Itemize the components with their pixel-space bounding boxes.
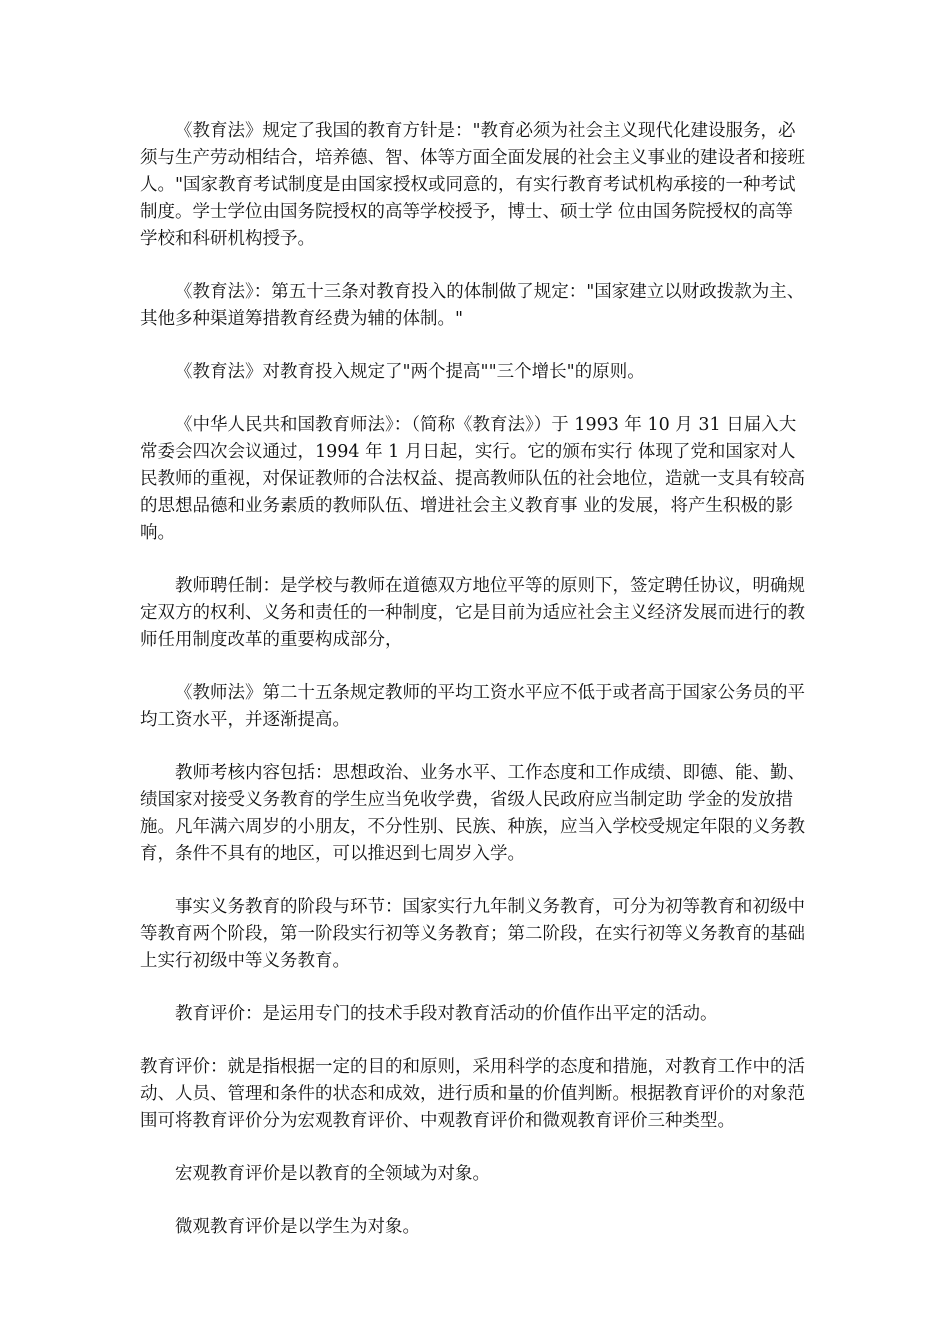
paragraph-education-evaluation-types: 教育评价：就是指根据一定的目的和原则，采用科学的态度和措施，对教育工作中的活动、人员、管理和条件的状态和成效，进行质和量的价值判断。根据教育评价的对象范围可将教育评价分为宏观教育评价、中观教育评价和微观教育评价三种类型。 xyxy=(140,1057,805,1131)
paragraph-investment-principles: 《教育法》对教育投入规定了"两个提高""三个增长"的原则。 xyxy=(175,362,645,382)
paragraph-compulsory-education-stages: 事实义务教育的阶段与环节：国家实行九年制义务教育，可分为初等教育和初级中等教育两个阶段，第一阶段实行初等义务教育；第二阶段，在实行初等义务教育的基础上实行初级中等义务教育。 xyxy=(140,897,805,971)
paragraph-teacher-appointment: 教师聘任制：是学校与教师在道德双方地位平等的原则下，签定聘任协议，明确规定双方的权利、义务和责任的一种制度，它是目前为适应社会主义经济发展而进行的教师任用制度改革的重要构成部分， xyxy=(140,576,805,650)
paragraph-micro-evaluation: 微观教育评价是以学生为对象。 xyxy=(175,1217,420,1237)
paragraph-education-investment-system: 《教育法》：第五十三条对教育投入的体制做了规定："国家建立以财政拨款为主、其他多种渠道筹措教育经费为辅的体制。" xyxy=(140,282,805,329)
paragraph-macro-evaluation: 宏观教育评价是以教育的全领域为对象。 xyxy=(175,1164,490,1184)
paragraph-education-law-policy: 《教育法》规定了我国的教育方针是："教育必须为社会主义现代化建设服务，必须与生产劳动相结合，培养德、智、体等方面全面发展的社会主义事业的建设者和接班人。"国家教育考试制度是由国家授权或同意的，有实行教育考试机构承接的一种考试制度。学士学位由国务院授权的高等学校授予，博士、硕士学 位由国务院授权的高等学校和科研机构授予。 xyxy=(140,121,805,249)
paragraph-teachers-law: 《中华人民共和国教育师法》：（简称《教育法》）于 1993 年 10 月 31 日届入大常委会四次会议通过，1994 年 1 月日起，实行。它的颁布实行 体现了党和国家对人民教师的重视，对保证教师的合法权益、提高教师队伍的社会地位，造就一支具有较高的思想品德和业务素质的教师队伍、增进社会主义教育事 业的发展，将产生积极的影响。 xyxy=(140,415,805,543)
paragraph-teacher-salary: 《教师法》第二十五条规定教师的平均工资水平应不低于或者高于国家公务员的平均工资水平，并逐渐提高。 xyxy=(140,683,805,730)
paragraph-teacher-assessment: 教师考核内容包括：思想政治、业务水平、工作态度和工作成绩、即德、能、勤、绩国家对接受义务教育的学生应当免收学费，省级人民政府应当制定助 学金的发放措施。凡年满六周岁的小朋友，不分性别、民族、种族，应当入学校受规定年限的义务教育，条件不具有的地区，可以推迟到七周岁入学。 xyxy=(140,763,805,864)
document-body xyxy=(140,118,810,1267)
paragraph-education-evaluation-definition: 教育评价：是运用专门的技术手段对教育活动的价值作出平定的活动。 xyxy=(175,1004,718,1024)
